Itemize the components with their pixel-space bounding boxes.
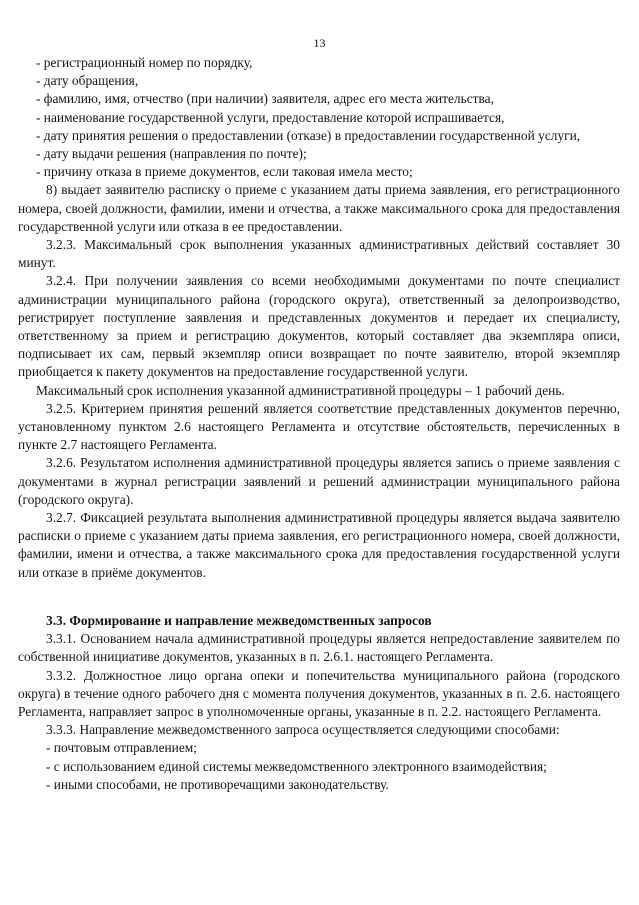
section-gap xyxy=(18,582,620,612)
paragraph-3-3-2: 3.3.2. Должностное лицо органа опеки и попечительства муниципального района (городского округа) в течение одного рабочего дня с момента получения документов, указанных в п. 2.6. настоящего Регламента, направляет запрос в уполномоченные органы, указанные в п. 2.2. настоящего Регламента. xyxy=(18,667,620,719)
paragraph-3-2-4: 3.2.4. При получении заявления со всеми необходимыми документами по почте специалист администрации муниципального района (городского округа), ответственный за делопроизводство, регистрирует поступление заявления и представленных документов и передает их специалисту, ответственному за прием и регистрацию документов, который составляет два экземпляра описи, подписывает их сам, первый экземпляр описи возвращает по почте заявителю, второй экземпляр приобщается к пакету документов на предоставление государственной услуги. xyxy=(18,273,620,380)
paragraph-3-2-7: 3.2.7. Фиксацией результата выполнения административной процедуры является выдача заявителю расписки о приеме с указанием даты приема заявления, его регистрационного номера, своей должности, фамилии, имени и отчества, а также максимального срока для предоставления государственной услуги или отказе в приёме документов. xyxy=(18,510,620,580)
page-number: 13 xyxy=(313,36,326,50)
paragraph-3-3-1: 3.3.1. Основанием начала административной процедуры является непредоставление заявителем по собственной инициативе документов, указанных в п. 2.6.1. настоящего Регламента. xyxy=(18,631,620,665)
list-item: - причину отказа в приеме документов, если таковая имела место; xyxy=(36,164,413,180)
list-item: - фамилию, имя, отчество (при наличии) заявителя, адрес его места жительства, xyxy=(36,91,494,107)
list-item: - регистрационный номер по порядку, xyxy=(36,55,253,70)
list-item: - дату выдачи решения (направления по почте); xyxy=(36,146,307,162)
list-item: - дату обращения, xyxy=(36,73,139,89)
section-heading-3-3: 3.3. Формирование и направление межведомственных запросов xyxy=(46,612,432,628)
paragraph-3-3-3: 3.3.3. Направление межведомственного запроса осуществляется следующими способами: xyxy=(46,722,560,738)
paragraph-3-2-4-deadline: Максимальный срок исполнения указанной административной процедуры – 1 рабочий день. xyxy=(36,382,565,398)
list-item: - с использованием единой системы межведомственного электронного взаимодействия; xyxy=(46,758,547,774)
document-body xyxy=(18,54,620,794)
paragraph-3-2-5: 3.2.5. Критерием принятия решений является соответствие представленных документов перечню, установленному пунктом 2.6 настоящего Регламента и отсутствие обстоятельств, перечисленных в пункте 2.7 настоящего Регламента. xyxy=(18,400,620,453)
paragraph-item-8: 8) выдает заявителю расписку о приеме с указанием даты приема заявления, его регистрационного номера, своей должности, фамилии, имени и отчества, а также максимального срока для предоставления государственной услуги или отказа в ее предоставлении. xyxy=(18,182,620,234)
list-item: - иными способами, не противоречащими законодательству. xyxy=(46,776,389,792)
list-item: - почтовым отправлением; xyxy=(46,740,197,756)
paragraph-3-2-3: 3.2.3. Максимальный срок выполнения указанных административных действий составляет 30 минут. xyxy=(18,237,620,271)
paragraph-3-2-6: 3.2.6. Результатом исполнения административной процедуры является запись о приеме заявления с документами в журнал регистрации заявлений и решений администрации муниципального района (городского округа). xyxy=(18,455,620,507)
list-item: - наименование государственной услуги, предоставление которой испрашивается, xyxy=(36,109,505,125)
list-item: - дату принятия решения о предоставлении (отказе) в предоставлении государственной услуги, xyxy=(36,127,581,143)
